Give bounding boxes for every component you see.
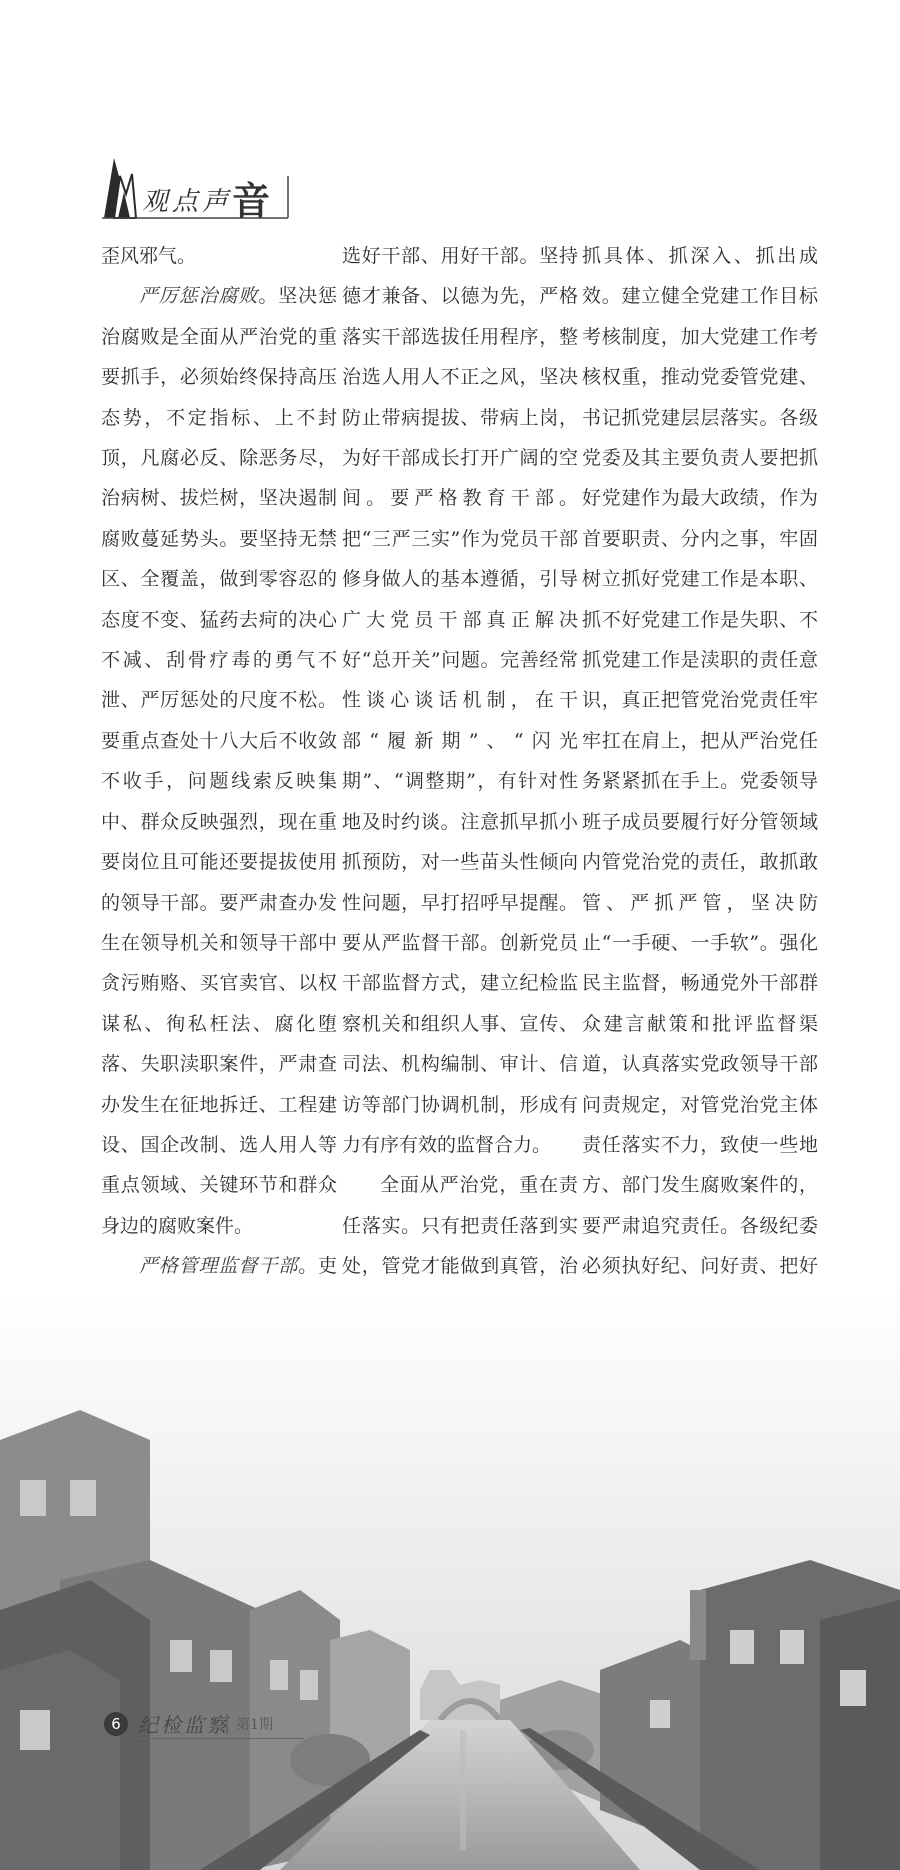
text-column-3 (582, 236, 818, 1448)
magazine-title: 纪检监察 (138, 1713, 230, 1737)
section-header (100, 156, 290, 223)
page-number: 6 (104, 1712, 128, 1736)
paragraph: 歪风邪气。 (101, 245, 197, 267)
subheading: 严格管理监督干部 (139, 1255, 299, 1278)
text-column-2 (342, 236, 578, 1448)
canal-town-photo (0, 1290, 900, 1870)
subheading: 严厉惩治腐败 (139, 285, 259, 308)
section-title-prefix: 观点声 (142, 187, 233, 217)
section-logo-icon (104, 158, 136, 218)
paragraph-body: 。吏 (298, 1255, 337, 1278)
paragraph: 全面从严治党，重在责任落实。只有把责任落到实处，管党才能做到真管，治 (342, 1174, 578, 1278)
paragraph: 选好干部、用好干部。坚持德才兼备、以德为先，严格落实干部选拔任用程序，整治选人用人不正之风，坚决防止带病提拔、带病上岗，为好干部成长打开广阔的空间。要严格教育干部。把“三严三实”作为党员干部修身做人的基本遵循，引导广大党员干部真正解决好“总开关”问题。完善经常性谈心谈话机制，在干部“履新期”、“闪光期”、“调整期”，有针对性地及时约谈。注意抓早抓小抓预防，对一些苗头性倾向性问题，早打招呼早提醒。要从严监督干部。创新党员干部监督方式，建立纪检监察机关和组织人事、宣传、司法、机构编制、审计、信访等部门协调机制，形成有力有序有效的监督合力。 (342, 245, 578, 1156)
footer-rule (134, 1738, 304, 1739)
paragraph (582, 236, 818, 1448)
section-title (142, 170, 274, 225)
section-title-emphasis: 音 (232, 178, 275, 223)
page-footer (104, 1710, 304, 1744)
text-column-1 (101, 236, 337, 1448)
paragraph-punish-corruption (101, 276, 337, 1246)
paragraph-body: 抓具体、抓深入、抓出成效。建立健全党建工作目标考核制度，加大党建工作考核权重，推动党委管党建、书记抓党建层层落实。各级党委及其主要负责人要把抓好党建作为最大政绩，作为首要职责、分内之事，牢固树立抓好党建工作是本职、抓不好党建工作是失职、不抓党建工作是渎职的责任意识，真正把管党治党责任牢牢扛在肩上，把从严治党任务紧紧抓在手上。党委领导班子成员要履行好分管领域内管党治党的责任，敢抓敢管、严抓严管，坚决防止“一手硬、一手软”。强化民主监督，畅通党外干部群众建言献策和批评监督渠道，认真落实党政领导干部问责规定，对管党治党主体责任落实不力，致使一些地方、部门发生腐败案件的，要严肃追究责任。各级纪委必须执好纪、问好责、把好 (582, 245, 818, 1278)
issue-label: 第1期 (226, 1714, 273, 1734)
paragraph-body: 。坚决惩治腐败是全面从严治党的重要抓手，必须始终保持高压态势，不定指标、上不封顶，凡腐必反、除恶务尽，治病树、拔烂树，坚决遏制腐败蔓延势头。要坚持无禁区、全覆盖，做到零容忍的态度不变、猛药去疴的决心不减、刮骨疗毒的勇气不泄、严厉惩处的尺度不松。要重点查处十八大后不收敛不收手，问题线索反映集中、群众反映强烈，现在重要岗位且可能还要提拔使用的领导干部。要严肃查办发生在领导机关和领导干部中贪污贿赂、买官卖官、以权谋私、徇私枉法、腐化堕落、失职渎职案件，严肃查办发生在征地拆迁、工程建设、国企改制、选人用人等重点领域、关键环节和群众身边的腐败案件。 (101, 285, 337, 1237)
